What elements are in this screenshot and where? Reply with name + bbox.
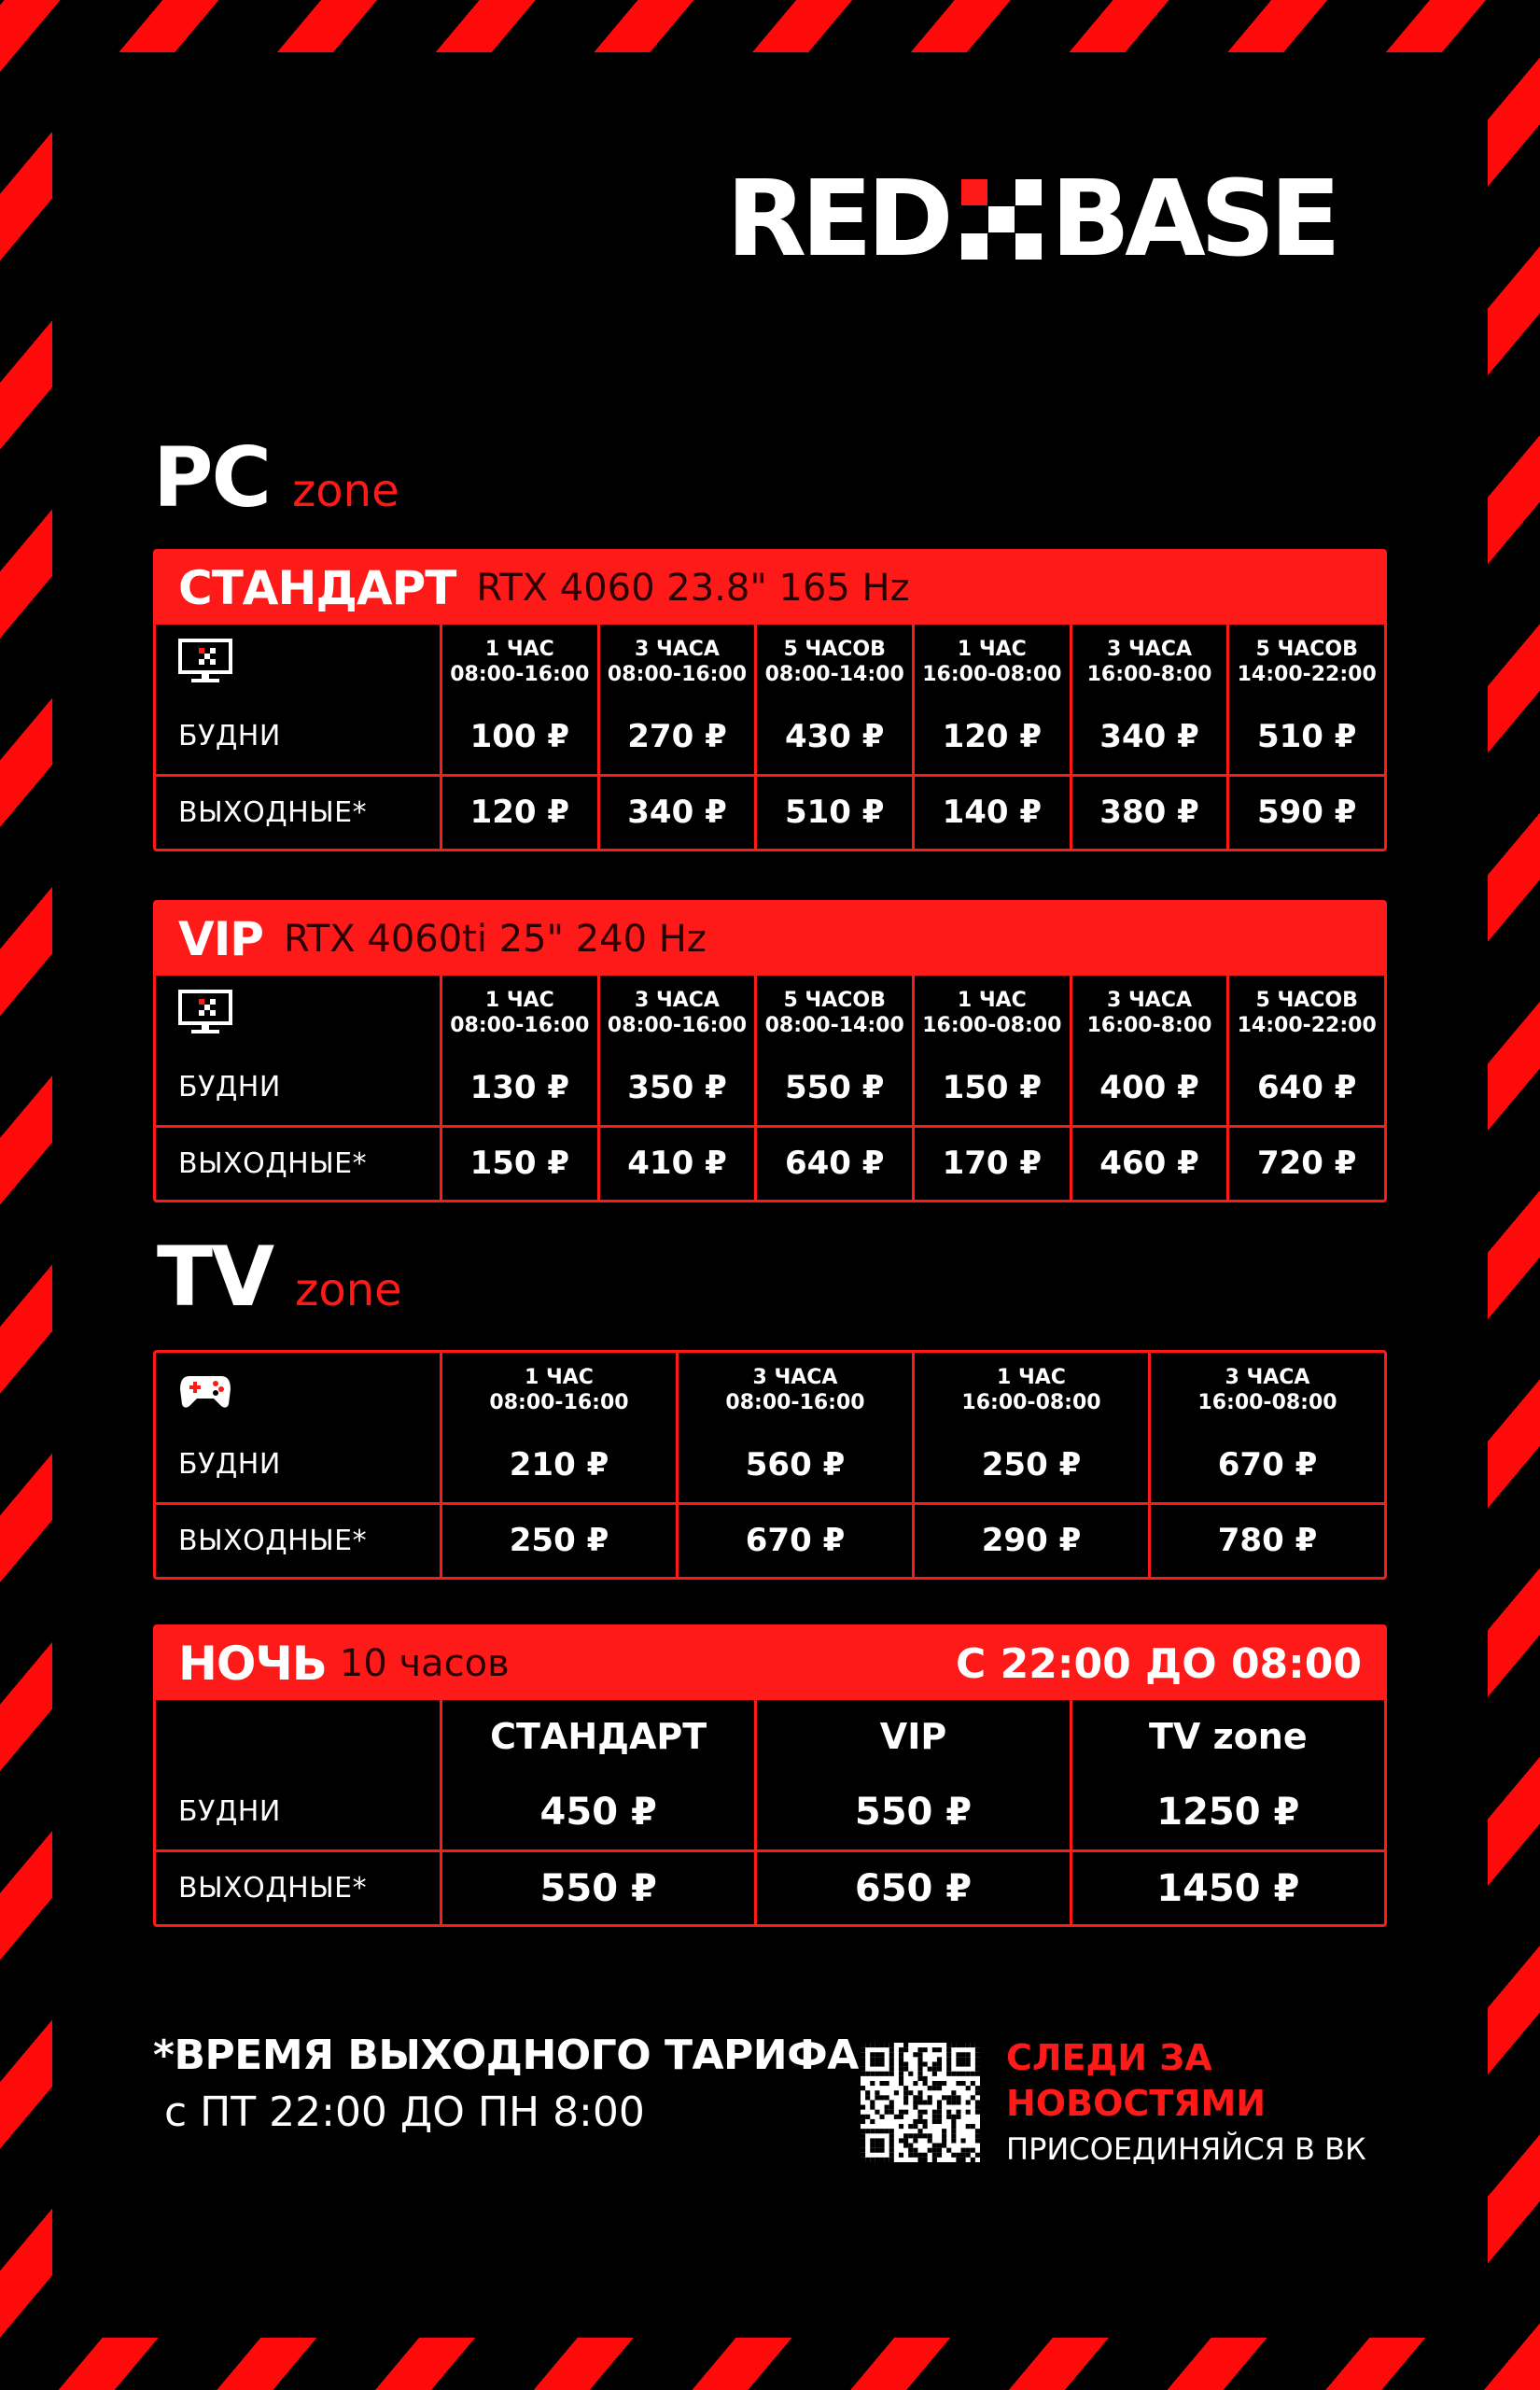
vip-price-cell <box>597 1128 755 1200</box>
night-column-header <box>1070 1700 1384 1775</box>
night-price-cell <box>440 1852 754 1924</box>
vip-column-time: 16:00-08:00 <box>922 1014 1062 1037</box>
standard-row-prices <box>440 777 1384 849</box>
night-price-cell <box>1070 1852 1384 1924</box>
vip-column-duration: 1 ЧАС <box>957 988 1027 1012</box>
vip-price-cell <box>1070 1050 1227 1125</box>
brand-left: RED <box>726 159 948 280</box>
tv-column-header <box>912 1353 1148 1427</box>
standard-price-cell <box>912 699 1070 774</box>
weekend-note-title: *ВРЕМЯ ВЫХОДНОГО ТАРИФА <box>153 2032 859 2079</box>
tv-icon-cell <box>156 1353 440 1427</box>
vip-column-header-text <box>922 988 1061 1039</box>
standard-column-header-text <box>608 637 747 688</box>
gamepad-icon <box>178 1367 232 1413</box>
standard-price-cell <box>1070 777 1227 849</box>
standard-price: 100 ₽ <box>469 717 570 755</box>
tv-price: 250 ₽ <box>981 1445 1082 1483</box>
night-column-header <box>754 1700 1069 1775</box>
tv-price-cell <box>1148 1505 1384 1577</box>
vip-column-header <box>754 976 912 1050</box>
standard-column-header <box>597 625 755 699</box>
night-price: 550 ₽ <box>854 1791 973 1834</box>
follow-news-block <box>1006 2035 1398 2167</box>
standard-row-label: БУДНИ <box>178 720 281 753</box>
vip-row-label-cell <box>156 1128 440 1200</box>
night-row-prices <box>440 1852 1384 1924</box>
tv-zone-title-sub: zone <box>295 1264 402 1316</box>
standard-price-cell <box>754 699 912 774</box>
vip-row-label: ВЫХОДНЫЕ* <box>178 1146 368 1180</box>
night-table-row <box>156 1775 1384 1849</box>
standard-column-header-text <box>1238 637 1377 688</box>
standard-row-label-cell <box>156 699 440 774</box>
standard-price-cell <box>597 777 755 849</box>
tv-row-label: БУДНИ <box>178 1448 281 1482</box>
night-column-header <box>440 1700 754 1775</box>
vip-column-time: 08:00-16:00 <box>607 1014 748 1037</box>
night-columns-row <box>156 1700 1384 1775</box>
standard-column-duration: 5 ЧАСОВ <box>783 637 886 661</box>
standard-column-header <box>1070 625 1227 699</box>
tv-column-duration: 1 ЧАС <box>997 1365 1066 1389</box>
vip-table-row <box>156 1125 1384 1200</box>
night-row-label-cell <box>156 1852 440 1924</box>
night-price: 450 ₽ <box>539 1791 657 1834</box>
standard-column-header <box>912 625 1070 699</box>
night-column-name: СТАНДАРТ <box>490 1716 707 1758</box>
night-row-label: БУДНИ <box>178 1795 281 1829</box>
standard-price-cell <box>440 699 597 774</box>
tv-row-label-cell <box>156 1427 440 1502</box>
vip-column-header <box>1070 976 1227 1050</box>
vip-column-duration: 5 ЧАСОВ <box>1255 988 1358 1012</box>
night-row-label: ВЫХОДНЫЕ* <box>178 1871 368 1905</box>
tv-column-time: 16:00-08:00 <box>1197 1391 1337 1414</box>
standard-column-header-text <box>1087 637 1212 688</box>
standard-column-header <box>1226 625 1384 699</box>
tv-price-cell <box>676 1427 912 1502</box>
vip-price: 720 ₽ <box>1256 1145 1357 1183</box>
night-row-label-cell <box>156 1775 440 1849</box>
vip-row-label: БУДНИ <box>178 1071 281 1104</box>
night-empty-cell <box>156 1700 440 1775</box>
standard-price: 380 ₽ <box>1099 794 1199 832</box>
vip-column-header <box>1226 976 1384 1050</box>
tv-price: 780 ₽ <box>1217 1522 1318 1560</box>
pc-zone-title-sub: zone <box>292 465 399 517</box>
vip-price-cell <box>1226 1128 1384 1200</box>
tv-price-table <box>153 1350 1387 1580</box>
vip-column-header-text <box>1238 988 1377 1039</box>
vip-row-label-cell <box>156 1050 440 1125</box>
tv-column-duration: 3 ЧАСА <box>1225 1365 1310 1389</box>
tv-price: 290 ₽ <box>981 1522 1082 1560</box>
standard-column-time: 08:00-16:00 <box>607 663 748 686</box>
vip-column-header-text <box>765 988 904 1039</box>
tv-table-row <box>156 1502 1384 1577</box>
vip-price-cell <box>440 1128 597 1200</box>
vip-column-time: 16:00-8:00 <box>1086 1014 1212 1037</box>
vip-table-header <box>156 903 1384 976</box>
vip-price: 170 ₽ <box>942 1145 1043 1183</box>
tv-column-time: 16:00-08:00 <box>961 1391 1101 1414</box>
standard-column-duration: 3 ЧАСА <box>635 637 720 661</box>
vip-column-header <box>912 976 1070 1050</box>
vip-price: 640 ₽ <box>1256 1068 1357 1106</box>
tv-column-header <box>440 1353 676 1427</box>
tv-table-row <box>156 1427 1384 1502</box>
tv-column-header <box>1148 1353 1384 1427</box>
vip-price: 460 ₽ <box>1099 1145 1199 1183</box>
vip-price: 400 ₽ <box>1099 1068 1199 1106</box>
tv-price-cell <box>912 1505 1148 1577</box>
night-price: 550 ₽ <box>539 1866 657 1910</box>
vip-price-cell <box>754 1050 912 1125</box>
vip-price-cell <box>597 1050 755 1125</box>
brand-right: BASE <box>1050 159 1336 280</box>
tv-price: 560 ₽ <box>745 1445 846 1483</box>
vip-price: 410 ₽ <box>627 1145 727 1183</box>
vip-column-duration: 5 ЧАСОВ <box>783 988 886 1012</box>
standard-price: 120 ₽ <box>469 794 570 832</box>
brand-logo <box>726 159 1389 280</box>
vip-price-cell <box>1226 1050 1384 1125</box>
night-price: 1450 ₽ <box>1156 1866 1300 1910</box>
standard-price: 510 ₽ <box>1256 717 1357 755</box>
standard-price: 340 ₽ <box>627 794 727 832</box>
standard-column-header <box>440 625 597 699</box>
night-price-cell <box>440 1775 754 1849</box>
vip-column-header-text <box>608 988 747 1039</box>
vip-column-header-text <box>1087 988 1212 1039</box>
standard-column-time: 08:00-14:00 <box>764 663 904 686</box>
standard-price-cell <box>1226 777 1384 849</box>
standard-column-time: 16:00-8:00 <box>1086 663 1212 686</box>
vip-column-header-text <box>450 988 589 1039</box>
monitor-icon <box>178 639 232 685</box>
tv-row-label-cell <box>156 1505 440 1577</box>
pc-zone-title <box>153 429 399 526</box>
standard-column-duration: 5 ЧАСОВ <box>1255 637 1358 661</box>
vip-column-time: 08:00-14:00 <box>764 1014 904 1037</box>
vip-column-header <box>440 976 597 1050</box>
vip-price-cell <box>1070 1128 1227 1200</box>
vip-table-row <box>156 1050 1384 1125</box>
standard-price: 340 ₽ <box>1099 717 1199 755</box>
tv-price-cell <box>676 1505 912 1577</box>
tv-column-header-text <box>961 1365 1100 1416</box>
logo-cross-icon <box>961 179 1042 260</box>
vip-price: 350 ₽ <box>627 1068 727 1106</box>
standard-column-header-text <box>450 637 589 688</box>
standard-column-header-text <box>765 637 904 688</box>
follow-sub: ПРИСОЕДИНЯЙСЯ В ВК <box>1006 2130 1366 2167</box>
tv-zone-title <box>157 1229 402 1325</box>
vip-table-spec: RTX 4060ti 25" 240 Hz <box>283 918 707 961</box>
standard-price: 120 ₽ <box>942 717 1043 755</box>
vip-price: 150 ₽ <box>469 1145 570 1183</box>
standard-column-header <box>754 625 912 699</box>
monitor-icon <box>178 990 232 1036</box>
tv-column-header <box>676 1353 912 1427</box>
standard-table-row <box>156 774 1384 849</box>
night-price-cell <box>754 1852 1069 1924</box>
vip-price-cell <box>440 1050 597 1125</box>
vip-price-cell <box>754 1128 912 1200</box>
night-column-name: TV zone <box>1149 1716 1308 1758</box>
night-column-name: VIP <box>879 1716 947 1758</box>
tv-column-time: 08:00-16:00 <box>725 1391 865 1414</box>
night-table-spec: 10 часов <box>339 1642 510 1685</box>
night-price-cell <box>754 1775 1069 1849</box>
vip-price: 550 ₽ <box>784 1068 885 1106</box>
tv-row-prices <box>440 1427 1384 1502</box>
standard-price-cell <box>440 777 597 849</box>
night-table-hours: С 22:00 ДО 08:00 <box>956 1639 1362 1688</box>
weekend-note-time: с ПТ 22:00 ДО ПН 8:00 <box>164 2088 645 2136</box>
standard-columns-row <box>156 625 1384 699</box>
vip-columns-row <box>156 976 1384 1050</box>
standard-table-header <box>156 552 1384 625</box>
night-price: 650 ₽ <box>854 1866 973 1910</box>
night-table-name: НОЧЬ <box>178 1637 327 1691</box>
standard-price-cell <box>1070 699 1227 774</box>
vip-column-duration: 3 ЧАСА <box>1107 988 1192 1012</box>
vip-column-duration: 3 ЧАСА <box>635 988 720 1012</box>
tv-column-duration: 1 ЧАС <box>525 1365 594 1389</box>
tv-row-label: ВЫХОДНЫЕ* <box>178 1524 368 1557</box>
vip-price: 640 ₽ <box>784 1145 885 1183</box>
standard-price: 430 ₽ <box>784 717 885 755</box>
standard-row-label-cell <box>156 777 440 849</box>
standard-column-duration: 1 ЧАС <box>957 637 1027 661</box>
vip-price: 150 ₽ <box>942 1068 1043 1106</box>
vip-column-time: 14:00-22:00 <box>1237 1014 1377 1037</box>
vip-icon-cell <box>156 976 440 1050</box>
standard-price: 510 ₽ <box>784 794 885 832</box>
night-table-header <box>156 1627 1384 1700</box>
standard-column-time: 16:00-08:00 <box>922 663 1062 686</box>
standard-column-header-text <box>922 637 1061 688</box>
standard-price: 270 ₽ <box>627 717 727 755</box>
standard-column-duration: 3 ЧАСА <box>1107 637 1192 661</box>
vip-price: 130 ₽ <box>469 1068 570 1106</box>
vip-column-time: 08:00-16:00 <box>450 1014 590 1037</box>
follow-line-2: НОВОСТЯМИ <box>1006 2083 1267 2125</box>
standard-table-spec: RTX 4060 23.8" 165 Hz <box>476 567 910 610</box>
standard-column-time: 14:00-22:00 <box>1237 663 1377 686</box>
tv-price: 670 ₽ <box>745 1522 846 1560</box>
standard-icon-cell <box>156 625 440 699</box>
tv-price: 250 ₽ <box>509 1522 609 1560</box>
standard-column-duration: 1 ЧАС <box>484 637 554 661</box>
tv-column-duration: 3 ЧАСА <box>752 1365 838 1389</box>
vip-column-duration: 1 ЧАС <box>484 988 554 1012</box>
vip-column-header <box>597 976 755 1050</box>
tv-column-header-text <box>489 1365 628 1416</box>
tv-price-cell <box>440 1505 676 1577</box>
tv-price-cell <box>1148 1427 1384 1502</box>
vip-price-cell <box>912 1128 1070 1200</box>
tv-price: 210 ₽ <box>509 1445 609 1483</box>
tv-price-cell <box>440 1427 676 1502</box>
standard-column-time: 08:00-16:00 <box>450 663 590 686</box>
standard-price: 590 ₽ <box>1256 794 1357 832</box>
night-price: 1250 ₽ <box>1156 1791 1300 1834</box>
standard-row-prices <box>440 699 1384 774</box>
tv-price-cell <box>912 1427 1148 1502</box>
tv-column-header-text <box>1197 1365 1337 1416</box>
standard-table-row <box>156 699 1384 774</box>
tv-columns-row <box>156 1353 1384 1427</box>
vip-row-prices <box>440 1128 1384 1200</box>
vip-table-name: VIP <box>178 912 263 966</box>
standard-price-table <box>153 549 1387 851</box>
night-price-table <box>153 1624 1387 1927</box>
vip-price-table <box>153 900 1387 1202</box>
tv-price: 670 ₽ <box>1217 1445 1318 1483</box>
standard-price-cell <box>597 699 755 774</box>
vip-row-prices <box>440 1050 1384 1125</box>
standard-row-label: ВЫХОДНЫЕ* <box>178 795 368 829</box>
standard-price: 140 ₽ <box>942 794 1043 832</box>
tv-zone-title-main: TV <box>157 1229 273 1325</box>
standard-price-cell <box>1226 699 1384 774</box>
night-price-cell <box>1070 1775 1384 1849</box>
night-row-prices <box>440 1775 1384 1849</box>
follow-line-1: СЛЕДИ ЗА <box>1006 2037 1212 2078</box>
night-table-row <box>156 1849 1384 1924</box>
standard-table-name: СТАНДАРТ <box>178 561 456 615</box>
tv-column-time: 08:00-16:00 <box>489 1391 629 1414</box>
weekend-tariff-note <box>153 2032 862 2136</box>
qr-code-icon[interactable] <box>861 2043 980 2162</box>
pc-zone-title-main: PC <box>153 429 271 526</box>
standard-price-cell <box>754 777 912 849</box>
tv-row-prices <box>440 1505 1384 1577</box>
vip-price-cell <box>912 1050 1070 1125</box>
tv-column-header-text <box>725 1365 864 1416</box>
standard-price-cell <box>912 777 1070 849</box>
